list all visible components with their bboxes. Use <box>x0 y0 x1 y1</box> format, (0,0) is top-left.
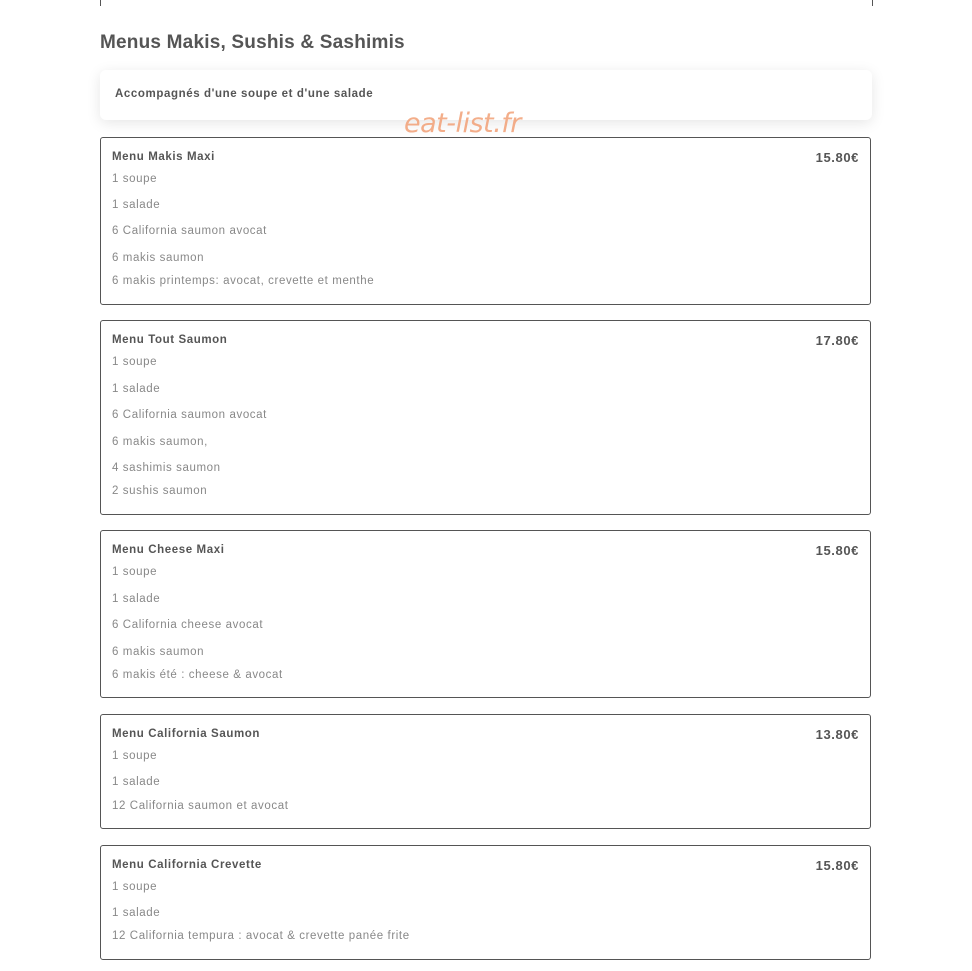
menu-price: 15.80€ <box>815 543 859 558</box>
menu-item: 6 makis été : cheese & avocat <box>112 669 283 681</box>
menu-name: Menu California Saumon <box>112 728 261 740</box>
menu-item: 6 makis saumon <box>112 646 205 658</box>
menu-item: 6 California saumon avocat <box>112 225 267 237</box>
menu-card-tout-saumon[interactable] <box>100 320 871 515</box>
menu-item: 1 soupe <box>112 881 158 893</box>
menu-item: 6 makis saumon, <box>112 436 208 448</box>
menu-item: 6 California saumon avocat <box>112 409 267 421</box>
menu-item: 1 salade <box>112 593 161 605</box>
menu-card-california-crevette[interactable] <box>100 845 871 960</box>
menu-item: 1 soupe <box>112 356 158 368</box>
menu-card-cheese-maxi[interactable] <box>100 530 871 698</box>
menu-item: 1 salade <box>112 776 161 788</box>
menu-card-makis-maxi[interactable] <box>100 137 871 305</box>
menu-price: 17.80€ <box>815 333 859 348</box>
menu-item: 1 soupe <box>112 566 158 578</box>
menu-item: 1 soupe <box>112 173 158 185</box>
menu-price: 15.80€ <box>815 150 859 165</box>
previous-menu-card <box>100 0 873 6</box>
menu-item: 2 sushis saumon <box>112 485 208 497</box>
menu-item: 6 California cheese avocat <box>112 619 264 631</box>
watermark-logo: eat-list.fr <box>404 108 521 139</box>
menu-item: 4 sashimis saumon <box>112 462 221 474</box>
menu-item: 1 salade <box>112 199 161 211</box>
menu-price: 13.80€ <box>815 727 859 742</box>
menu-item: 1 salade <box>112 907 161 919</box>
section-note: Accompagnés d'une soupe et d'une salade <box>115 88 374 100</box>
menu-item: 6 makis saumon <box>112 252 205 264</box>
menu-item: 6 makis printemps: avocat, crevette et menthe <box>112 275 375 287</box>
menu-item: 12 California tempura : avocat & crevette panée frite <box>112 930 410 942</box>
menu-name: Menu California Crevette <box>112 859 262 871</box>
menu-name: Menu Cheese Maxi <box>112 544 225 556</box>
menu-price: 15.80€ <box>815 858 859 873</box>
menu-item: 1 soupe <box>112 750 158 762</box>
menu-item: 12 California saumon et avocat <box>112 800 289 812</box>
menu-card-california-saumon[interactable] <box>100 714 871 829</box>
menu-name: Menu Makis Maxi <box>112 151 215 163</box>
menu-name: Menu Tout Saumon <box>112 334 228 346</box>
menu-item: 1 salade <box>112 383 161 395</box>
section-title: Menus Makis, Sushis & Sashimis <box>100 32 405 53</box>
